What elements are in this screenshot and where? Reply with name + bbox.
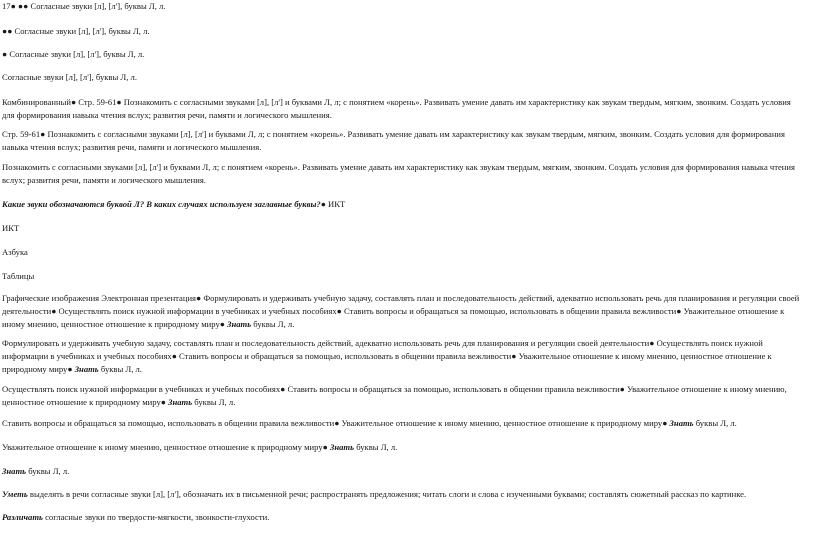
know-text: буквы Л, л. — [26, 466, 70, 476]
can-text: выделять в речи согласные звуки [л], [л'], обозначать их в письменной речи; распространять предложения; читать слоги и слова с изученными буквами; составлять сюжетный рассказ по картинке. — [27, 489, 747, 499]
paragraph-search-info — [2, 383, 802, 409]
respect-lead: Уважительное отношение к иному мнению, ценностное отношение к природному миру● — [2, 442, 330, 452]
paragraph-pages-goals: Стр. 59-61● Познакомить с согласными звуками [л], [л'] и буквами Л, л; с понятием «корень». Развивать умение давать им характеристику как звукам твердым, мягким, звонким. Создать условия для формирования навыка чтения вслух; развития речи, памяти и логического мышления. — [2, 129, 785, 152]
formulate-tail: буквы Л, л. — [98, 364, 142, 374]
paragraph-ask-questions — [2, 417, 802, 430]
paragraph-question — [2, 198, 802, 211]
paragraph-combined-lesson: Комбинированный● Стр. 59-61● Познакомить с согласными звуками [л], [л'] и буквами Л, л; с понятием «корень». Развивать умение давать им характеристику как звукам твердым, мягким, звонким. Создать условия для формирования навыка чтения вслух; развития речи, памяти и логического мышления. — [2, 97, 791, 120]
graphic-lead: Графические изображения Электронная презентация● Формулировать и удерживать учебную задачу, составлять план и последовательность действий, адекватно использовать речь для планирования и регуляции своей деятельности● Осуществлять поиск нужной информации в учебниках и учебных пособиях● Ставить вопросы и обращаться за помощью, использовать в общении правила вежливости● Уважительное отношение к иному мнению, ценностное отношение к природному миру● — [2, 293, 800, 329]
paragraph-respect — [2, 441, 802, 454]
paragraph-distinguish — [2, 511, 802, 524]
questions-tail: буквы Л, л. — [693, 418, 737, 428]
distinguish-label: Различать — [2, 512, 43, 522]
graphic-know: Знать — [227, 319, 252, 329]
search-know: Знать — [168, 397, 193, 407]
respect-know: Знать — [329, 442, 355, 452]
can-label: Уметь — [2, 489, 28, 499]
paragraph-goals: Познакомить с согласными звуками [л], [л'] и буквами Л, л; с понятием «корень». Развивать умение давать им характеристику как звукам твердым, мягким, звонким. Создать условия для формирования навыка чтения вслух; развития речи, памяти и логического мышления. — [2, 162, 795, 185]
paragraph-title-1: 17● ●● Согласные звуки [л], [л'], буквы Л, л. — [2, 1, 166, 11]
paragraph-title-2: ●● Согласные звуки [л], [л'], буквы Л, л. — [2, 26, 150, 36]
distinguish-text: согласные звуки по твердости-мягкости, звонкости-глухости. — [42, 512, 270, 522]
question-text: Какие звуки обозначаются буквой Л? В каких случаях используем заглавные буквы? — [2, 199, 321, 209]
questions-know: Знать — [669, 418, 694, 428]
paragraph-tablicy: Таблицы — [2, 271, 35, 281]
formulate-know: Знать — [74, 364, 99, 374]
respect-tail: буквы Л, л. — [354, 442, 398, 452]
paragraph-ikt: ИКТ — [2, 223, 20, 233]
question-tail: ● ИКТ — [320, 199, 346, 209]
paragraph-title-3: ● Согласные звуки [л], [л'], буквы Л, л. — [2, 49, 145, 59]
paragraph-graphic-materials — [2, 292, 802, 331]
graphic-tail: буквы Л, л. — [251, 319, 295, 329]
paragraph-formulate — [2, 337, 802, 376]
formulate-lead: Формулировать и удерживать учебную задачу, составлять план и последовательность действий, адекватно использовать речь для планирования и регуляции своей деятельности● Осуществлять поиск нужной информации в учебниках и учебных пособиях● Ставить вопросы и обращаться за помощью, использовать в общении правила вежливости● Уважительное отношение к иному мнению, ценностное отношение к природному миру● — [2, 338, 772, 374]
know-label: Знать — [2, 466, 27, 476]
paragraph-azbuka: Азбука — [2, 247, 28, 257]
paragraph-can — [2, 488, 802, 501]
search-tail: буквы Л, л. — [192, 397, 236, 407]
paragraph-know — [2, 465, 802, 478]
paragraph-title-4: Согласные звуки [л], [л'], буквы Л, л. — [2, 72, 137, 82]
search-lead: Осуществлять поиск нужной информации в учебниках и учебных пособиях● Ставить вопросы и обращаться за помощью, использовать в общении правила вежливости● Уважительное отношение к иному мнению, ценностное отношение к природному миру● — [2, 384, 787, 407]
questions-lead: Ставить вопросы и обращаться за помощью, использовать в общении правила вежливости● Уважительное отношение к иному мнению, ценностное отношение к природному миру● — [2, 418, 670, 428]
